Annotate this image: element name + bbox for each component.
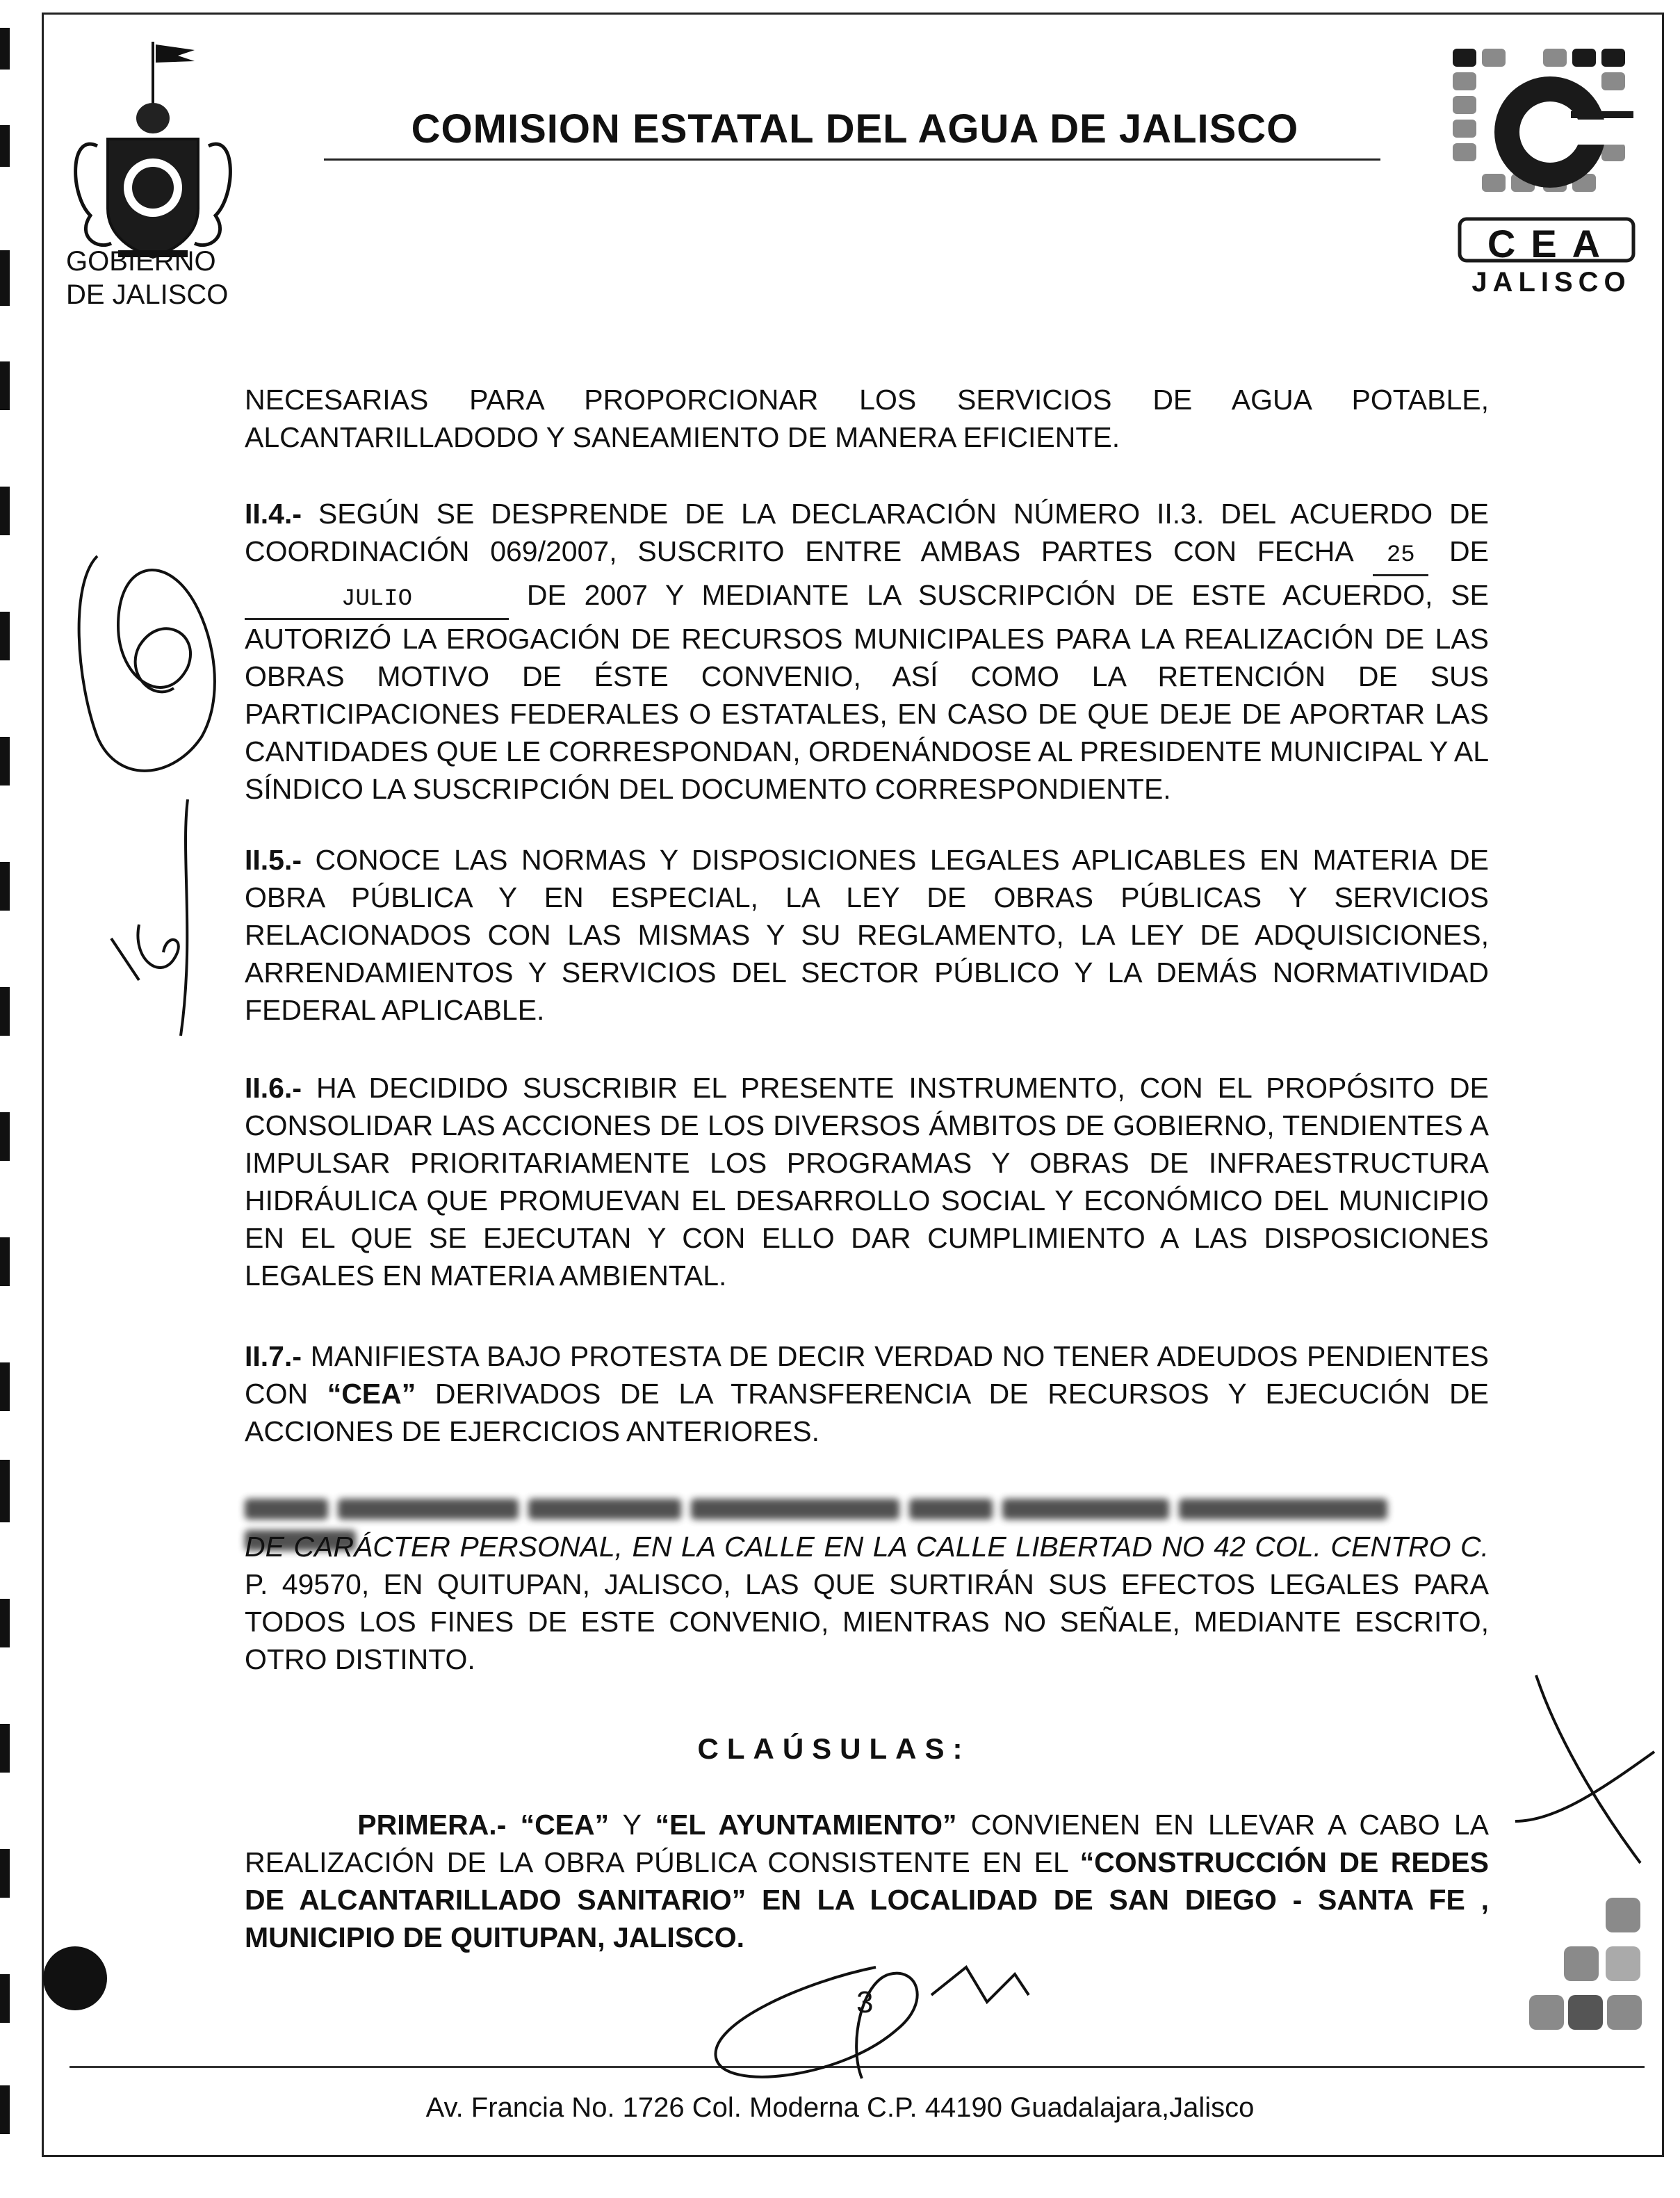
binder-mark bbox=[0, 1974, 10, 2023]
clausulas-heading: CLAÚSULAS: bbox=[697, 1732, 971, 1765]
cea-corner-pattern-icon bbox=[1529, 1891, 1647, 2044]
address-italic-text: DE CARÁCTER PERSONAL, EN LA CALLE EN LA CALLE LIBERTAD NO 42 COL. CENTRO C. bbox=[245, 1531, 1489, 1563]
clause-text: CONOCE LAS NORMAS Y DISPOSICIONES LEGALES APLICABLES EN MATERIA DE OBRA PÚBLICA Y EN ESPECIAL, LA LEY DE OBRAS PÚBLICAS Y SERVICIOS RELACIONADOS CON LAS MISMAS Y SU REGLAMENTO, LA LEY DE ADQUISICIONES, ARRENDAMIENTOS Y SERVICIOS DEL SECTOR PÚBLICO Y LA DEMÁS NORMATIVIDAD FEDERAL APLICABLE. bbox=[245, 844, 1489, 1026]
paragraph-ii-8 bbox=[245, 1528, 1489, 1678]
y-text: Y bbox=[622, 1809, 642, 1841]
binder-mark bbox=[0, 250, 10, 306]
paragraph-ii-7 bbox=[245, 1337, 1489, 1450]
obra-emphasis: “CONSTRUCCIÓN DE REDES DE ALCANTARILLADO SANITARIO” EN LA LOCALIDAD DE SAN DIEGO - SANTA FE , MUNICIPIO DE QUITUPAN, JALISCO. bbox=[245, 1846, 1489, 1953]
clause-primera bbox=[245, 1806, 1489, 1956]
page-title: COMISION ESTATAL DEL AGUA DE JALISCO bbox=[411, 106, 1299, 152]
clause-label: II.6.- bbox=[245, 1072, 302, 1104]
clause-label: II.5.- bbox=[245, 844, 302, 876]
binder-mark bbox=[0, 987, 10, 1036]
blurred-scan-line bbox=[245, 1492, 1489, 1527]
binder-mark bbox=[0, 1599, 10, 1647]
gobierno-line-1: GOBIERNO bbox=[66, 246, 216, 277]
binder-mark bbox=[0, 1362, 10, 1411]
page-number: 3 bbox=[856, 1985, 874, 2019]
binder-mark bbox=[0, 28, 10, 70]
paragraph-intro: NECESARIAS PARA PROPORCIONAR LOS SERVICIOS DE AGUA POTABLE, ALCANTARILLADODO Y SANEAMIENTO DE MANERA EFICIENTE. bbox=[245, 384, 1489, 453]
paragraph-ii-6 bbox=[245, 1069, 1489, 1294]
ayuntamiento-emphasis: “EL AYUNTAMIENTO” bbox=[655, 1809, 957, 1841]
footer-address: Av. Francia No. 1726 Col. Moderna C.P. 44190 Guadalajara,Jalisco bbox=[425, 2092, 1255, 2123]
cea-logo-letters: CEA bbox=[1487, 222, 1616, 266]
de-text: DE bbox=[1449, 535, 1489, 567]
clause-label: II.4.- bbox=[245, 498, 302, 530]
clause-text: CONVIENEN EN LLEVAR A CABO LA REALIZACIÓN DE LA OBRA PÚBLICA CONSISTENTE EN EL bbox=[245, 1809, 1489, 1878]
binder-mark bbox=[0, 125, 10, 167]
binder-hole bbox=[43, 1946, 107, 2010]
date-day-field: 25 bbox=[1373, 537, 1428, 576]
binder-mark bbox=[0, 1724, 10, 1773]
binder-mark bbox=[0, 1237, 10, 1286]
header-underline bbox=[324, 158, 1380, 161]
date-month-field: JULIO bbox=[245, 580, 509, 620]
signature-cross-icon bbox=[1501, 1668, 1668, 1877]
paragraph-ii-5 bbox=[245, 841, 1489, 1029]
clause-text-b: DE 2007 Y MEDIANTE LA SUSCRIPCIÓN DE ESTE ACUERDO, SE AUTORIZÓ LA EROGACIÓN DE RECURSOS MUNICIPALES PARA LA REALIZACIÓN DE LAS OBRAS MOTIVO DE ÉSTE CONVENIO, ASÍ COMO LA RETENCIÓN DE SUS PARTICIPACIONES FEDERALES O ESTATALES, EN CASO DE QUE DEJE DE APORTAR LAS CANTIDADES QUE LE CORRESPONDAN, ORDENÁNDOSE AL PRESIDENTE MUNICIPAL Y AL SÍNDICO LA SUSCRIPCIÓN DEL DOCUMENTO CORRESPONDIENTE. bbox=[245, 579, 1490, 805]
clause-text-b: DERIVADOS DE LA TRANSFERENCIA DE RECURSOS Y EJECUCIÓN DE ACCIONES DE EJERCICIOS ANTERIORES. bbox=[245, 1378, 1489, 1447]
binder-mark bbox=[0, 737, 10, 785]
binder-mark bbox=[0, 862, 10, 911]
binder-mark bbox=[0, 1849, 10, 1898]
clause-text-a: SEGÚN SE DESPRENDE DE LA DECLARACIÓN NÚMERO II.3. DEL ACUERDO DE COORDINACIÓN 069/2007, SUSCRITO ENTRE AMBAS PARTES CON FECHA bbox=[245, 498, 1489, 567]
clause-text: HA DECIDIDO SUSCRIBIR EL PRESENTE INSTRUMENTO, CON EL PROPÓSITO DE CONSOLIDAR LAS ACCIONES DE LOS DIVERSOS ÁMBITOS DE GOBIERNO, TENDIENTES A IMPULSAR PRIORITARIAMENTE LOS PROGRAMAS Y OBRAS DE INFRAESTRUCTURA HIDRÁULICA QUE PROMUEVAN EL DESARROLLO SOCIAL Y ECONÓMICO DEL MUNICIPIO EN EL QUE SE EJECUTAN Y CON ELLO DAR CUMPLIMIENTO A LAS DISPOSICIONES LEGALES EN MATERIA AMBIENTAL. bbox=[245, 1072, 1489, 1292]
clause-label: II.7.- bbox=[245, 1340, 302, 1372]
cea-emphasis: “CEA” bbox=[327, 1378, 416, 1410]
primera-label: PRIMERA.- bbox=[357, 1809, 507, 1841]
cea-logo-subtitle: JALISCO bbox=[1471, 267, 1631, 298]
paragraph-ii-4 bbox=[245, 495, 1489, 808]
binder-mark bbox=[0, 1112, 10, 1161]
clause-text: P. 49570, EN QUITUPAN, JALISCO, LAS QUE SURTIRÁN SUS EFECTOS LEGALES PARA TODOS LOS FINES DE ESTE CONVENIO, MIENTRAS NO SEÑALE, MEDIANTE ESCRITO, OTRO DISTINTO. bbox=[245, 1568, 1489, 1675]
binder-mark bbox=[0, 361, 10, 410]
binder-mark bbox=[0, 487, 10, 535]
clause-text-a: MANIFIESTA BAJO PROTESTA DE DECIR VERDAD NO TENER ADEUDOS PENDIENTES CON bbox=[245, 1340, 1489, 1410]
gobierno-logo-text bbox=[66, 245, 228, 311]
signature-left-icon bbox=[70, 528, 236, 792]
binder-mark bbox=[0, 612, 10, 660]
gobierno-line-2: DE JALISCO bbox=[66, 279, 229, 310]
signature-initials-icon bbox=[97, 799, 209, 1050]
cea-emphasis: “CEA” bbox=[520, 1809, 610, 1841]
binder-mark bbox=[0, 1460, 10, 1522]
signature-bottom-icon bbox=[667, 1939, 1057, 2134]
